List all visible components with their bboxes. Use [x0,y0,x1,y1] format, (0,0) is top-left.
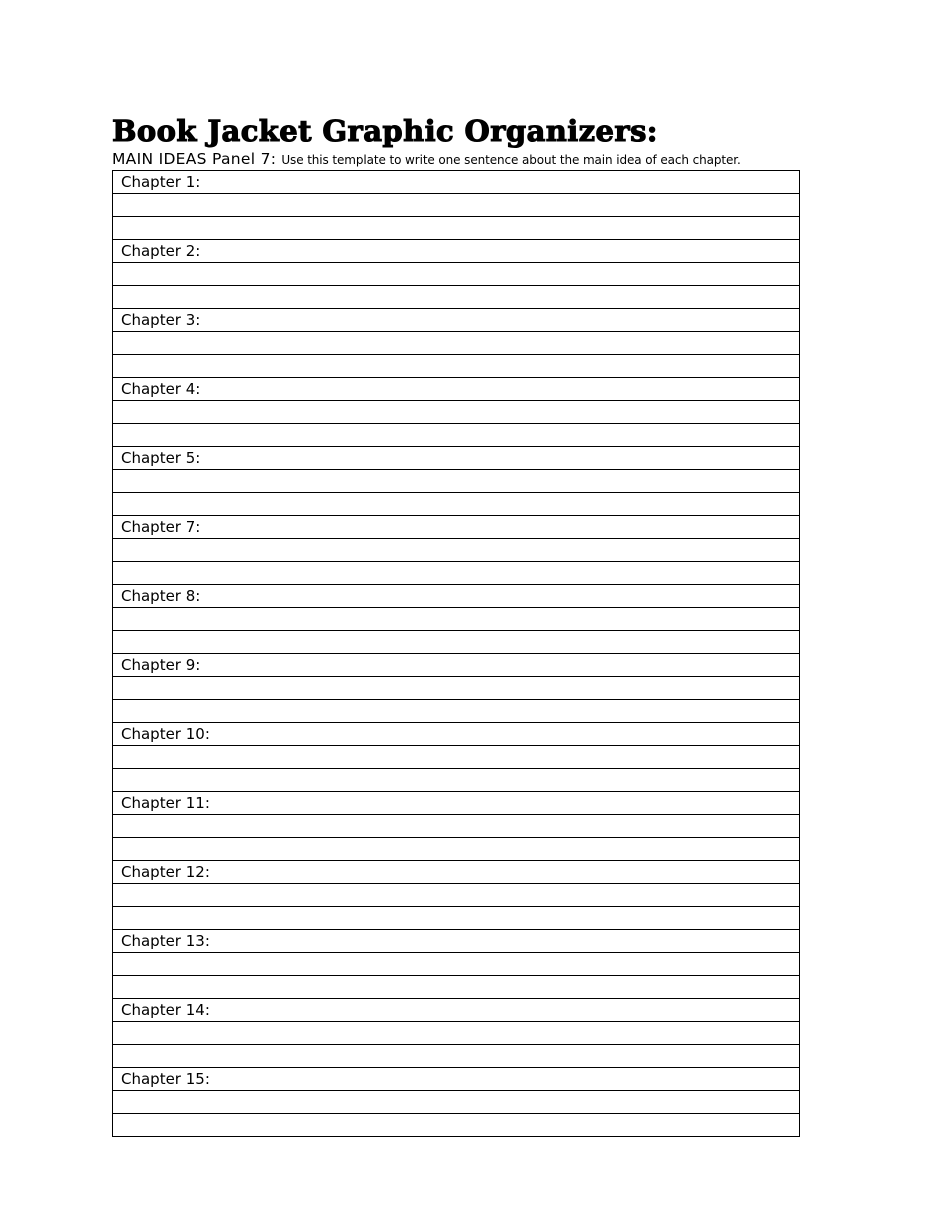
writing-line-row [113,1114,800,1137]
writing-line-row [113,700,800,723]
chapter-label-row [113,861,800,884]
writing-line[interactable] [113,539,800,562]
chapter-label-row [113,1068,800,1091]
chapter-organizer-table [112,170,800,1137]
chapter-label: Chapter 3: [113,309,800,332]
writing-line[interactable] [113,608,800,631]
chapter-label: Chapter 8: [113,585,800,608]
writing-line[interactable] [113,355,800,378]
writing-line[interactable] [113,677,800,700]
chapter-label-row [113,240,800,263]
writing-line[interactable] [113,1114,800,1137]
writing-line-row [113,1045,800,1068]
chapter-label: Chapter 9: [113,654,800,677]
chapter-label: Chapter 11: [113,792,800,815]
page-title: Book Jacket Graphic Organizers: [112,114,658,148]
chapter-label-row [113,309,800,332]
writing-line[interactable] [113,907,800,930]
writing-line-row [113,355,800,378]
writing-line[interactable] [113,493,800,516]
writing-line-row [113,838,800,861]
writing-line-row [113,769,800,792]
chapter-label-row [113,171,800,194]
chapter-label-row [113,447,800,470]
chapter-label: Chapter 12: [113,861,800,884]
chapter-label: Chapter 14: [113,999,800,1022]
writing-line[interactable] [113,263,800,286]
chapter-label: Chapter 1: [113,171,800,194]
chapter-label-row [113,999,800,1022]
writing-line[interactable] [113,1022,800,1045]
writing-line[interactable] [113,194,800,217]
chapter-label-row [113,585,800,608]
chapter-label: Chapter 2: [113,240,800,263]
writing-line[interactable] [113,424,800,447]
writing-line-row [113,815,800,838]
writing-line[interactable] [113,815,800,838]
writing-line-row [113,217,800,240]
chapter-label: Chapter 5: [113,447,800,470]
writing-line[interactable] [113,470,800,493]
chapter-label: Chapter 4: [113,378,800,401]
writing-line[interactable] [113,746,800,769]
chapter-label-row [113,516,800,539]
writing-line[interactable] [113,631,800,654]
chapter-label: Chapter 10: [113,723,800,746]
writing-line[interactable] [113,1091,800,1114]
writing-line-row [113,953,800,976]
writing-line[interactable] [113,884,800,907]
writing-line-row [113,424,800,447]
writing-line-row [113,401,800,424]
chapter-label: Chapter 7: [113,516,800,539]
writing-line[interactable] [113,286,800,309]
writing-line-row [113,1022,800,1045]
writing-line-row [113,539,800,562]
writing-line-row [113,677,800,700]
organizer-body [113,171,800,1137]
writing-line-row [113,746,800,769]
chapter-label-row [113,930,800,953]
writing-line[interactable] [113,562,800,585]
chapter-label-row [113,378,800,401]
chapter-label: Chapter 15: [113,1068,800,1091]
writing-line-row [113,332,800,355]
chapter-label-row [113,792,800,815]
subtitle [112,148,741,171]
writing-line-row [113,194,800,217]
writing-line-row [113,562,800,585]
writing-line-row [113,907,800,930]
writing-line-row [113,884,800,907]
chapter-label: Chapter 13: [113,930,800,953]
writing-line[interactable] [113,953,800,976]
writing-line[interactable] [113,401,800,424]
writing-line[interactable] [113,838,800,861]
chapter-label-row [113,654,800,677]
writing-line-row [113,263,800,286]
writing-line[interactable] [113,700,800,723]
writing-line-row [113,470,800,493]
writing-line-row [113,1091,800,1114]
writing-line[interactable] [113,769,800,792]
panel-label: MAIN IDEAS Panel 7: [112,150,277,168]
writing-line-row [113,286,800,309]
writing-line[interactable] [113,976,800,999]
chapter-label-row [113,723,800,746]
instructions-text: Use this template to write one sentence about the main idea of each chapter. [281,153,741,167]
writing-line[interactable] [113,1045,800,1068]
writing-line-row [113,608,800,631]
writing-line-row [113,493,800,516]
writing-line[interactable] [113,332,800,355]
writing-line-row [113,976,800,999]
writing-line-row [113,631,800,654]
writing-line[interactable] [113,217,800,240]
